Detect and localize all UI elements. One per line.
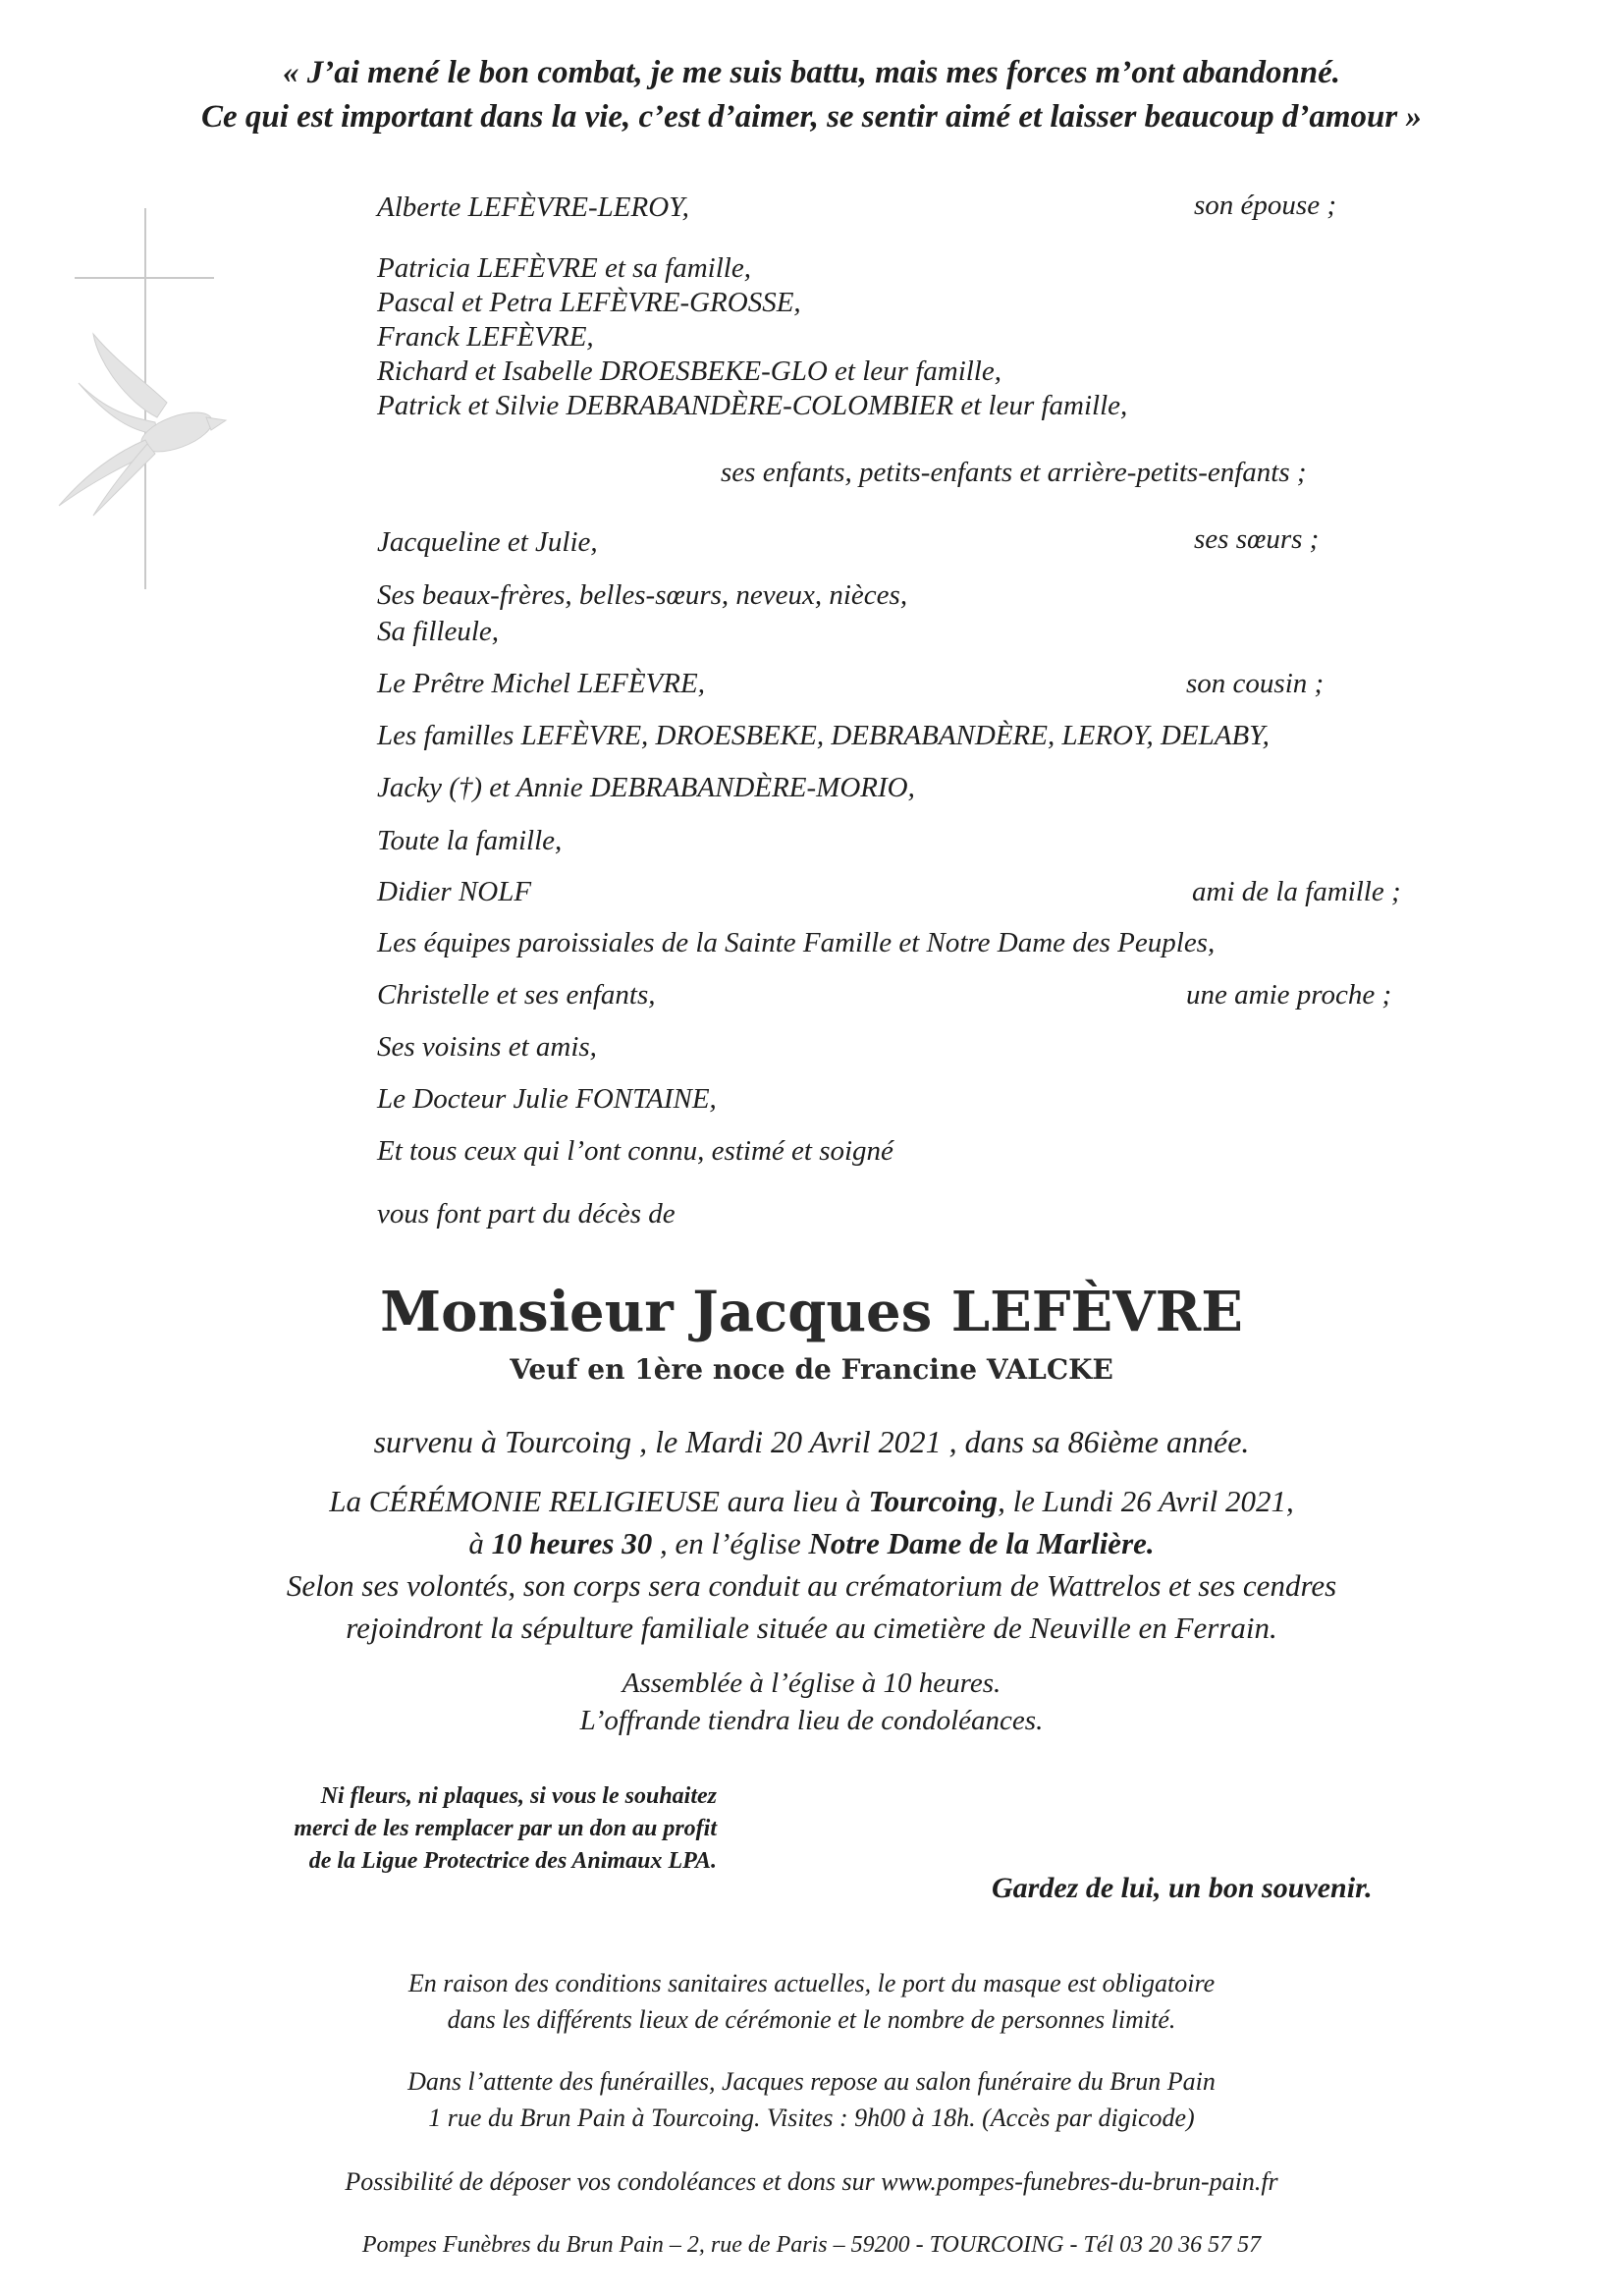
ceremony-text: La CÉRÉMONIE RELIGIEUSE aura lieu à bbox=[329, 1484, 869, 1518]
spouse-name: Alberte LEFÈVRE-LEROY, bbox=[377, 191, 689, 223]
close-friend-name: Christelle et ses enfants, bbox=[377, 979, 656, 1011]
in-laws: Ses beaux-frères, belles-sœurs, neveux, nièces, bbox=[377, 579, 908, 611]
ceremony-line-6: L’offrande tiendra lieu de condoléances. bbox=[579, 1705, 1044, 1736]
all-family: Toute la famille, bbox=[377, 825, 563, 856]
children-relation: ses enfants, petits-enfants et arrière-petits-enfants ; bbox=[721, 457, 1307, 488]
sanitary-line-1: En raison des conditions sanitaires actuelles, le port du masque est obligatoire bbox=[407, 1969, 1216, 1997]
ceremony-time: 10 heures 30 bbox=[491, 1526, 653, 1560]
friend-name: Didier NOLF bbox=[377, 876, 532, 907]
neighbours: Ses voisins et amis, bbox=[377, 1031, 597, 1063]
all-others: Et tous ceux qui l’ont connu, estimé et soigné bbox=[377, 1135, 893, 1167]
death-line: survenu à Tourcoing , le Mardi 20 Avril 2021 , dans sa 86ième année. bbox=[373, 1424, 1250, 1459]
souvenir-line: Gardez de lui, un bon souvenir. bbox=[992, 1872, 1373, 1904]
ceremony-line-3: Selon ses volontés, son corps sera conduit au crématorium de Wattrelos et ses cendres bbox=[286, 1568, 1337, 1603]
ceremony-text: , en l’église bbox=[652, 1526, 809, 1560]
ceremony-text: à bbox=[468, 1526, 492, 1560]
sanitary-line-2: dans les différents lieux de cérémonie et le nombre de personnes limité. bbox=[447, 2005, 1176, 2034]
ceremony-church: Notre Dame de la Marlière. bbox=[808, 1526, 1155, 1560]
flowers-note-line: de la Ligue Protectrice des Animaux LPA. bbox=[308, 1848, 717, 1874]
quote-line-1: « J’ai mené le bon combat, je me suis battu, mais mes forces m’ont abandonné. bbox=[282, 55, 1341, 90]
friend-relation: ami de la famille ; bbox=[1192, 876, 1401, 907]
cousin-name: Le Prêtre Michel LEFÈVRE, bbox=[377, 668, 705, 699]
goddaughter: Sa filleule, bbox=[377, 616, 500, 647]
announce: vous font part du décès de bbox=[377, 1198, 676, 1230]
child-1: Patricia LEFÈVRE et sa famille, bbox=[377, 252, 751, 284]
flowers-note bbox=[206, 1780, 717, 1878]
families-line: Les familles LEFÈVRE, DROESBEKE, DEBRABANDÈRE, LEROY, DELABY, bbox=[377, 720, 1270, 751]
ceremony-city: Tourcoing bbox=[868, 1484, 999, 1518]
flowers-note-line: merci de les remplacer par un don au profit bbox=[294, 1816, 717, 1841]
ceremony-date: , le Lundi 26 Avril 2021, bbox=[998, 1484, 1294, 1518]
widower-line: Veuf en 1ère noce de Francine VALCKE bbox=[510, 1353, 1113, 1386]
child-5: Patrick et Silvie DEBRABANDÈRE-COLOMBIER et leur famille, bbox=[377, 390, 1128, 421]
spouse-relation: son épouse ; bbox=[1194, 190, 1336, 221]
close-friend-relation: une amie proche ; bbox=[1186, 979, 1392, 1011]
salon-line-2: 1 rue du Brun Pain à Tourcoing. Visites : 9h00 à 18h. (Accès par digicode) bbox=[428, 2104, 1195, 2132]
doctor: Le Docteur Julie FONTAINE, bbox=[377, 1083, 717, 1115]
cousin-relation: son cousin ; bbox=[1186, 668, 1325, 699]
quote-line-2: Ce qui est important dans la vie, c’est d’aimer, se sentir aimé et laisser beaucoup d’amour » bbox=[201, 99, 1422, 135]
sisters-relation: ses sœurs ; bbox=[1194, 523, 1320, 555]
child-3: Franck LEFÈVRE, bbox=[377, 321, 594, 353]
child-2: Pascal et Petra LEFÈVRE-GROSSE, bbox=[377, 287, 801, 318]
dove-icon bbox=[39, 324, 236, 520]
ceremony-line-4: rejoindront la sépulture familiale située au cimetière de Neuville en Ferrain. bbox=[346, 1611, 1277, 1645]
deceased-name: Monsieur Jacques LEFÈVRE bbox=[380, 1280, 1243, 1344]
condolences-line: Possibilité de déposer vos condoléances et dons sur www.pompes-funebres-du-brun-pain.fr bbox=[345, 2167, 1278, 2196]
salon-line-1: Dans l’attente des funérailles, Jacques repose au salon funéraire du Brun Pain bbox=[407, 2067, 1216, 2096]
parish-line: Les équipes paroissiales de la Sainte Famille et Notre Dame des Peuples, bbox=[377, 927, 1216, 958]
ceremony-line-2 bbox=[0, 1522, 1623, 1564]
footer-line: Pompes Funèbres du Brun Pain – 2, rue de Paris – 59200 - TOURCOING - Tél 03 20 36 57 57 bbox=[361, 2232, 1262, 2258]
ceremony-line-1 bbox=[0, 1480, 1623, 1522]
jacky-line: Jacky (†) et Annie DEBRABANDÈRE-MORIO, bbox=[377, 772, 915, 803]
sisters-name: Jacqueline et Julie, bbox=[377, 526, 598, 558]
child-4: Richard et Isabelle DROESBEKE-GLO et leur famille, bbox=[377, 355, 1001, 387]
ceremony-line-5: Assemblée à l’église à 10 heures. bbox=[622, 1667, 1001, 1699]
cross-horizontal bbox=[75, 277, 214, 279]
flowers-note-line: Ni fleurs, ni plaques, si vous le souhaitez bbox=[320, 1783, 717, 1809]
